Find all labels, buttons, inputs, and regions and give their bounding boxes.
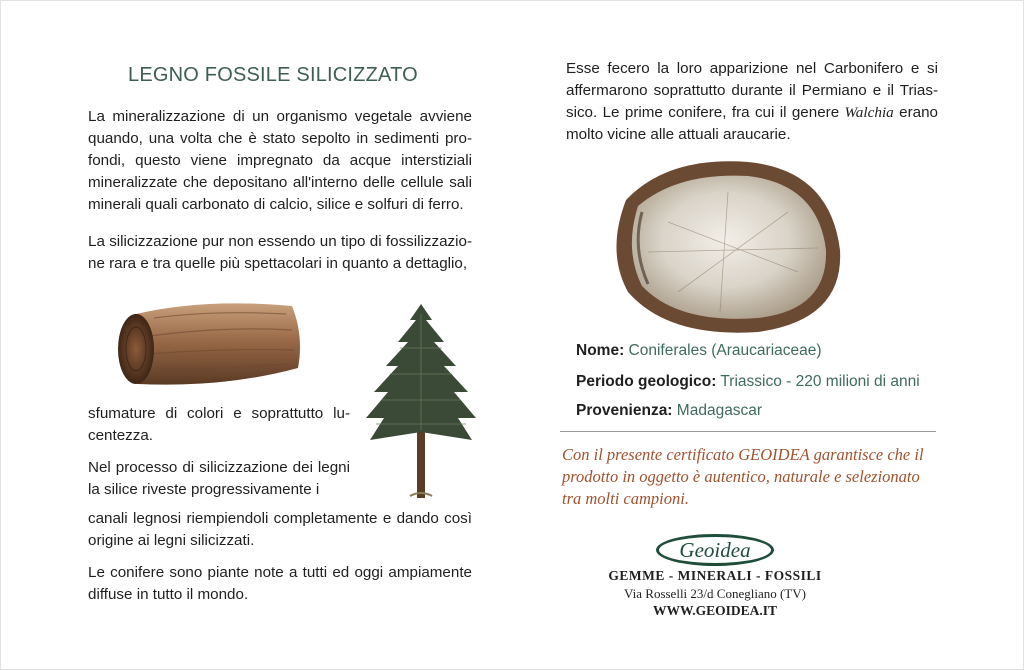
origin-text-start: Esse fecero la loro apparizione nel Carbonifero e si affermarono soprattutto durante il Permiano e il Triassico. Le prime conifere, fra cui il genere [566,60,938,121]
meta-provenienza [576,402,762,420]
fossil-log-image [114,296,304,392]
company-tagline: GEMME - MINERALI - FOSSILI [608,568,822,583]
logo-text: Geoidea [679,538,751,562]
paragraph-silicification: La silicizzazione pur non essendo un tipo di fossilizzazione rara e tra quelle più spettacolari in quanto a dettaglio, [88,233,472,272]
meta-provenienza-label: Provenienza: [576,402,673,419]
paragraph-origin [566,58,938,146]
araucaria-tree-image [360,300,482,500]
certificate-divider [560,431,936,432]
paragraph-process-start: Nel processo di silicizzazione dei legni la silice riveste progressivamente i [88,459,350,498]
meta-nome-label: Nome: [576,342,625,359]
meta-nome-value: Coniferales (Araucariaceae) [628,342,822,359]
paragraph-mineralization: La mineralizzazione di un organismo vegetale avviene quando, una volta che è stato sepolto in sedimenti profondi, questo viene impregnato da acque interstiziali mineralizzate che depositano all'interno delle cellule sali minerali quali carbonato di calcio, silice e solfuri di ferro. [88,108,472,213]
paragraph-colors: sfumature di colori e soprattutto lucentezza. [88,405,350,444]
meta-periodo-value: Triassico - 220 milioni di anni [720,373,920,390]
paragraph-conifers: Le conifere sono piante note a tutti ed oggi ampiamente diffuse in tutto il mondo. [88,564,472,603]
company-website: WWW.GEOIDEA.IT [652,603,778,618]
page-title: LEGNO FOSSILE SILICIZZATO [128,64,418,86]
geoidea-logo [656,534,774,566]
genus-walchia: Walchia [844,104,894,121]
meta-periodo-label: Periodo geologico: [576,373,717,390]
petrified-wood-slice-image [608,152,846,338]
company-address: Via Rosselli 23/d Conegliano (TV) [624,586,806,601]
meta-provenienza-value: Madagascar [676,402,763,419]
paragraph-process-end: canali legnosi riempiendoli completamente e dando così origine ai legni silicizzati. [88,510,472,549]
meta-periodo [576,373,920,391]
certificate-text: Con il presente certificato GEOIDEA garantisce che il prodotto in oggetto è autentico, naturale e selezionato tra molti campioni. [562,445,924,508]
meta-nome [576,342,822,360]
origin-text-end: erano molto vicine alle attuali araucarie. [566,104,938,143]
